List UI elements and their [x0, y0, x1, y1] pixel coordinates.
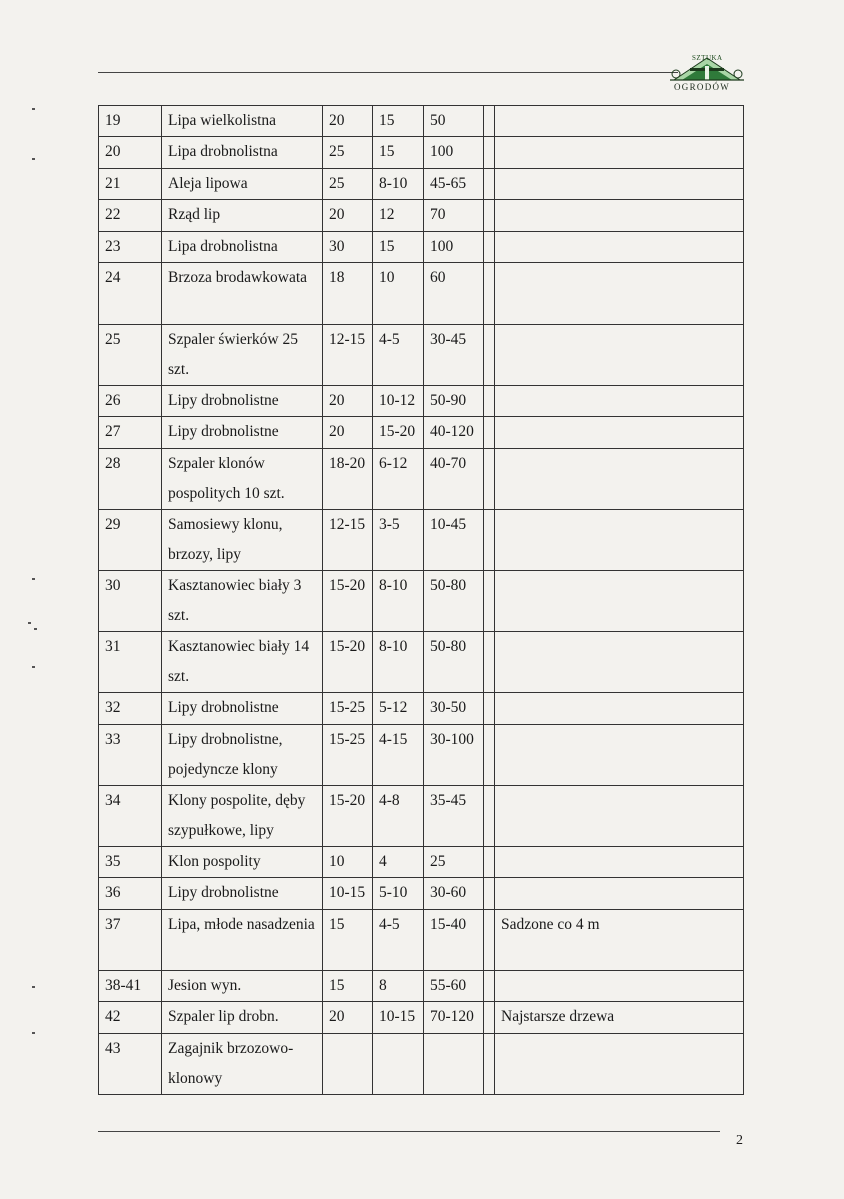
spacer-cell — [484, 263, 495, 325]
cell-girth: 50-80 — [424, 571, 484, 632]
cell-height: 15-25 — [323, 725, 373, 786]
cell-crown: 4-15 — [373, 725, 424, 786]
cell-notes — [495, 417, 744, 449]
spacer-cell — [484, 386, 495, 417]
cell-crown: 3-5 — [373, 510, 424, 571]
margin-mark — [32, 1032, 35, 1034]
logo-text-bottom: OGRODÓW — [674, 82, 731, 92]
cell-crown: 10 — [373, 263, 424, 325]
cell-name: Klony pospolite, dęby szypułkowe, lipy — [162, 786, 323, 847]
cell-crown: 4-5 — [373, 910, 424, 971]
spacer-cell — [484, 449, 495, 510]
cell-crown: 8 — [373, 971, 424, 1002]
cell-girth — [424, 1034, 484, 1095]
spacer-cell — [484, 1002, 495, 1034]
spacer-cell — [484, 1034, 495, 1095]
table-row — [99, 137, 744, 169]
cell-notes — [495, 847, 744, 878]
cell-girth: 40-120 — [424, 417, 484, 449]
cell-no: 22 — [99, 200, 162, 232]
cell-girth: 100 — [424, 232, 484, 263]
cell-girth: 50-80 — [424, 632, 484, 693]
spacer-cell — [484, 878, 495, 910]
spacer-cell — [484, 571, 495, 632]
cell-name: Jesion wyn. — [162, 971, 323, 1002]
margin-mark — [32, 108, 35, 110]
margin-mark — [32, 986, 35, 988]
spacer-cell — [484, 725, 495, 786]
footer-rule — [98, 1131, 720, 1132]
cell-height: 18-20 — [323, 449, 373, 510]
table-body — [99, 106, 744, 1095]
cell-crown: 15-20 — [373, 417, 424, 449]
cell-name: Brzoza brodawkowata — [162, 263, 323, 325]
cell-no: 36 — [99, 878, 162, 910]
cell-notes: Najstarsze drzewa — [495, 1002, 744, 1034]
spacer-cell — [484, 693, 495, 725]
cell-girth: 15-40 — [424, 910, 484, 971]
cell-notes — [495, 1034, 744, 1095]
table-row — [99, 106, 744, 137]
cell-girth: 70-120 — [424, 1002, 484, 1034]
margin-mark — [32, 666, 35, 668]
table-row — [99, 386, 744, 417]
cell-crown: 12 — [373, 200, 424, 232]
sztuka-ogrodow-logo — [666, 54, 748, 94]
cell-notes — [495, 169, 744, 200]
cell-height: 20 — [323, 106, 373, 137]
cell-name: Lipy drobnolistne — [162, 386, 323, 417]
table-row — [99, 263, 744, 325]
cell-name: Szpaler lip drobn. — [162, 1002, 323, 1034]
cell-crown: 8-10 — [373, 571, 424, 632]
spacer-cell — [484, 325, 495, 386]
cell-crown: 15 — [373, 106, 424, 137]
cell-crown: 5-10 — [373, 878, 424, 910]
table-row — [99, 325, 744, 386]
cell-girth: 30-45 — [424, 325, 484, 386]
margin-mark — [34, 628, 37, 630]
cell-crown: 5-12 — [373, 693, 424, 725]
spacer-cell — [484, 632, 495, 693]
cell-no: 42 — [99, 1002, 162, 1034]
cell-height: 15 — [323, 971, 373, 1002]
cell-name: Lipa drobnolistna — [162, 232, 323, 263]
table-row — [99, 200, 744, 232]
cell-name: Lipa drobnolistna — [162, 137, 323, 169]
cell-height: 20 — [323, 417, 373, 449]
cell-girth: 40-70 — [424, 449, 484, 510]
spacer-cell — [484, 417, 495, 449]
cell-notes: Sadzone co 4 m — [495, 910, 744, 971]
cell-name: Szpaler świerków 25 szt. — [162, 325, 323, 386]
cell-notes — [495, 449, 744, 510]
cell-notes — [495, 386, 744, 417]
spacer-cell — [484, 106, 495, 137]
table-row — [99, 693, 744, 725]
cell-girth: 25 — [424, 847, 484, 878]
cell-name: Lipa wielkolistna — [162, 106, 323, 137]
spacer-cell — [484, 200, 495, 232]
table-row — [99, 510, 744, 571]
cell-no: 34 — [99, 786, 162, 847]
spacer-cell — [484, 971, 495, 1002]
cell-notes — [495, 106, 744, 137]
table-row — [99, 571, 744, 632]
cell-notes — [495, 971, 744, 1002]
cell-crown: 15 — [373, 137, 424, 169]
cell-notes — [495, 510, 744, 571]
cell-height: 15-20 — [323, 571, 373, 632]
cell-name: Samosiewy klonu, brzozy, lipy — [162, 510, 323, 571]
cell-height: 15 — [323, 910, 373, 971]
cell-name: Lipy drobnolistne — [162, 878, 323, 910]
cell-name: Rząd lip — [162, 200, 323, 232]
cell-no: 20 — [99, 137, 162, 169]
cell-name: Aleja lipowa — [162, 169, 323, 200]
logo-text-top: SZTUKA — [692, 54, 723, 62]
cell-name: Klon pospolity — [162, 847, 323, 878]
spacer-cell — [484, 786, 495, 847]
cell-crown — [373, 1034, 424, 1095]
table-row — [99, 417, 744, 449]
cell-height: 12-15 — [323, 510, 373, 571]
table-row — [99, 971, 744, 1002]
cell-no: 21 — [99, 169, 162, 200]
cell-height — [323, 1034, 373, 1095]
cell-girth: 100 — [424, 137, 484, 169]
spacer-cell — [484, 232, 495, 263]
table-row — [99, 449, 744, 510]
table-row — [99, 232, 744, 263]
table-row — [99, 786, 744, 847]
cell-no: 23 — [99, 232, 162, 263]
cell-girth: 35-45 — [424, 786, 484, 847]
cell-crown: 4 — [373, 847, 424, 878]
cell-notes — [495, 786, 744, 847]
cell-no: 19 — [99, 106, 162, 137]
table-row — [99, 169, 744, 200]
cell-crown: 10-12 — [373, 386, 424, 417]
cell-crown: 4-8 — [373, 786, 424, 847]
cell-crown: 8-10 — [373, 632, 424, 693]
cell-no: 27 — [99, 417, 162, 449]
cell-girth: 45-65 — [424, 169, 484, 200]
spacer-cell — [484, 169, 495, 200]
cell-height: 20 — [323, 200, 373, 232]
cell-no: 32 — [99, 693, 162, 725]
spacer-cell — [484, 510, 495, 571]
page-number: 2 — [736, 1133, 743, 1148]
cell-height: 12-15 — [323, 325, 373, 386]
spacer-cell — [484, 910, 495, 971]
cell-crown: 15 — [373, 232, 424, 263]
cell-girth: 30-100 — [424, 725, 484, 786]
cell-no: 31 — [99, 632, 162, 693]
table-row — [99, 632, 744, 693]
cell-no: 25 — [99, 325, 162, 386]
spacer-cell — [484, 137, 495, 169]
spacer-cell — [484, 847, 495, 878]
cell-height: 20 — [323, 386, 373, 417]
cell-girth: 10-45 — [424, 510, 484, 571]
cell-height: 25 — [323, 137, 373, 169]
cell-no: 33 — [99, 725, 162, 786]
cell-height: 10 — [323, 847, 373, 878]
cell-height: 20 — [323, 1002, 373, 1034]
margin-mark — [32, 158, 35, 160]
cell-crown: 4-5 — [373, 325, 424, 386]
cell-name: Lipy drobnolistne — [162, 693, 323, 725]
cell-height: 15-20 — [323, 632, 373, 693]
cell-girth: 50-90 — [424, 386, 484, 417]
margin-mark — [32, 578, 35, 580]
cell-height: 15-20 — [323, 786, 373, 847]
cell-height: 15-25 — [323, 693, 373, 725]
table-row — [99, 847, 744, 878]
table-row — [99, 910, 744, 971]
cell-name: Zagajnik brzozowo-klonowy — [162, 1034, 323, 1095]
cell-notes — [495, 632, 744, 693]
cell-notes — [495, 200, 744, 232]
cell-no: 43 — [99, 1034, 162, 1095]
cell-no: 38-41 — [99, 971, 162, 1002]
cell-name: Kasztanowiec biały 14 szt. — [162, 632, 323, 693]
cell-no: 35 — [99, 847, 162, 878]
cell-no: 29 — [99, 510, 162, 571]
cell-crown: 10-15 — [373, 1002, 424, 1034]
cell-girth: 30-50 — [424, 693, 484, 725]
cell-notes — [495, 878, 744, 910]
table-row — [99, 725, 744, 786]
margin-mark — [28, 622, 31, 624]
cell-name: Lipy drobnolistne — [162, 417, 323, 449]
cell-height: 10-15 — [323, 878, 373, 910]
cell-crown: 8-10 — [373, 169, 424, 200]
cell-notes — [495, 325, 744, 386]
cell-name: Szpaler klonów pospolitych 10 szt. — [162, 449, 323, 510]
cell-notes — [495, 232, 744, 263]
table-row — [99, 1034, 744, 1095]
cell-name: Kasztanowiec biały 3 szt. — [162, 571, 323, 632]
cell-girth: 55-60 — [424, 971, 484, 1002]
cell-girth: 70 — [424, 200, 484, 232]
cell-no: 37 — [99, 910, 162, 971]
cell-girth: 30-60 — [424, 878, 484, 910]
cell-no: 24 — [99, 263, 162, 325]
tree-inventory-table — [98, 105, 744, 1095]
cell-notes — [495, 263, 744, 325]
cell-no: 26 — [99, 386, 162, 417]
cell-girth: 60 — [424, 263, 484, 325]
cell-height: 30 — [323, 232, 373, 263]
cell-height: 18 — [323, 263, 373, 325]
table-row — [99, 878, 744, 910]
cell-no: 30 — [99, 571, 162, 632]
header-rule — [98, 72, 678, 73]
cell-no: 28 — [99, 449, 162, 510]
cell-notes — [495, 693, 744, 725]
cell-name: Lipa, młode nasadzenia — [162, 910, 323, 971]
cell-name: Lipy drobnolistne, pojedyncze klony — [162, 725, 323, 786]
cell-notes — [495, 137, 744, 169]
cell-height: 25 — [323, 169, 373, 200]
cell-girth: 50 — [424, 106, 484, 137]
cell-crown: 6-12 — [373, 449, 424, 510]
cell-notes — [495, 571, 744, 632]
cell-notes — [495, 725, 744, 786]
table-row — [99, 1002, 744, 1034]
